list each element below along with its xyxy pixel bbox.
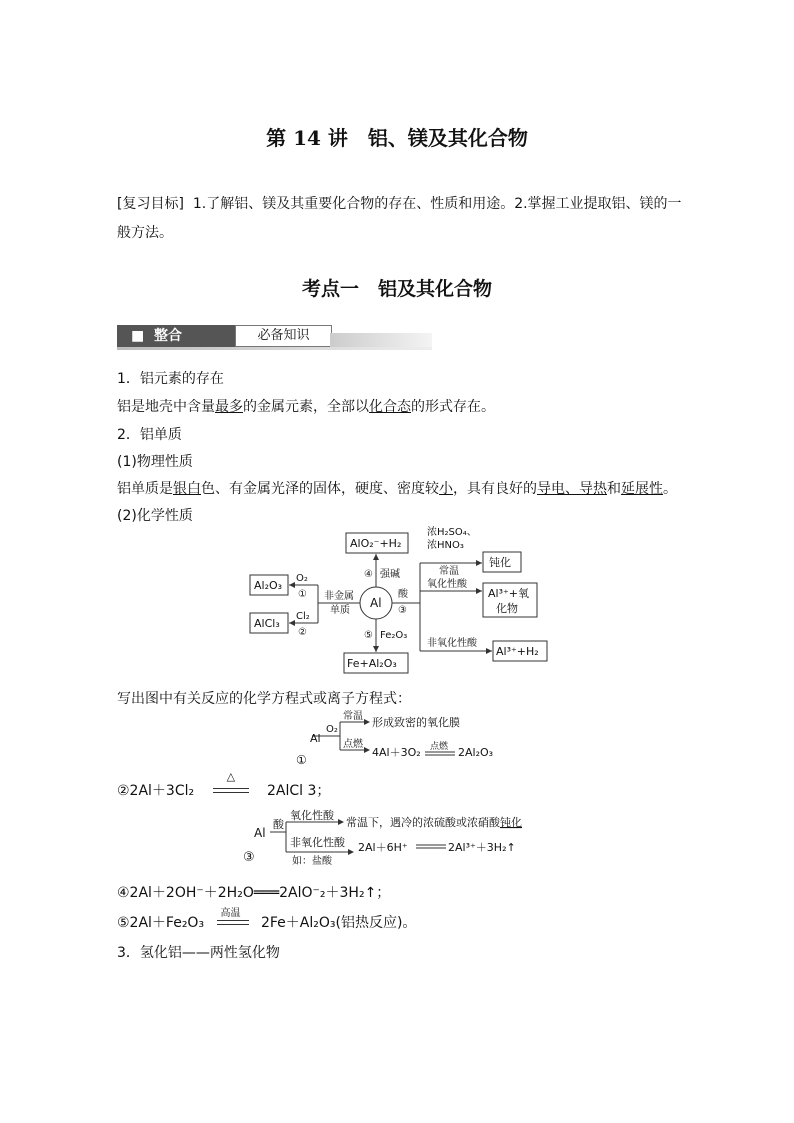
reaction-4: ④2Al＋2OH⁻＋2H₂O═══2AlO⁻₂＋3H₂↑； — [117, 885, 391, 901]
s1-c: 的金属元素，全部以 — [243, 399, 369, 415]
diagram-nonmetal1: 非金属 — [324, 591, 354, 602]
review-text-1: 1.了解铝、镁及其重要化合物的存在、性质和用途。2.掌握工业提取铝、镁的一 — [192, 196, 682, 212]
r3-al: Al — [254, 826, 266, 840]
r3-ox-result-a-text: 常温下，遇冷的浓硫酸或浓硝酸 — [346, 816, 500, 829]
reaction-2 — [117, 770, 331, 800]
diagram-acid: 酸 — [398, 589, 408, 600]
diagram-o2: O₂ — [296, 573, 308, 584]
banner-right: 必备知识 — [235, 325, 332, 347]
r1-eq-left: 4Al＋3O₂ — [372, 746, 421, 759]
r3-eq-right: 2Al³⁺＋3H₂↑ — [448, 841, 516, 854]
s1-text — [117, 396, 495, 416]
phys-k: 。 — [663, 481, 677, 497]
review-tag: [复习目标] — [117, 196, 184, 212]
phys-a: 铝单质是 — [117, 481, 173, 497]
phys-c: 色、有金属光泽的固体，硬度、密度较 — [201, 481, 439, 497]
r3-ox-result-b: 钝化 — [500, 816, 522, 829]
section-banner — [117, 325, 432, 347]
diagram-n2: ② — [298, 627, 307, 638]
phys-d: 小 — [439, 481, 453, 497]
s1-d: 化合态 — [369, 399, 411, 415]
banner-gradient — [330, 333, 432, 347]
banner-underline — [117, 347, 432, 350]
diagram-fe-al2o3: Fe+Al₂O₃ — [347, 657, 397, 670]
phys-e: ，具有良好的 — [453, 481, 537, 497]
reaction-1 — [290, 710, 510, 766]
diagram-conc1: 浓H₂SO₄、 — [427, 527, 477, 538]
diagram-fe2o3: Fe₂O₃ — [380, 630, 408, 641]
r3-eq-left: 2Al＋6H⁺ — [358, 841, 408, 854]
phys-text — [117, 478, 677, 498]
r1-al: Al — [310, 732, 321, 745]
diagram-n5: ⑤ — [364, 630, 373, 641]
r2-equals-sign — [213, 770, 249, 798]
reaction-5 — [117, 908, 417, 932]
r5-left: ⑤2Al＋Fe₂O₃ — [117, 915, 205, 931]
r1-cond-bottom: 点燃 — [343, 739, 363, 750]
phys-j: 延展性 — [621, 481, 663, 497]
r1-eq-right: 2Al₂O₃ — [458, 746, 494, 759]
diagram-center: Al — [370, 596, 382, 610]
r3-ox: 氧化性酸 — [290, 809, 334, 822]
r1-cond-top: 常温 — [343, 711, 363, 722]
s3-heading: 3．氢化铝——两性氢化物 — [117, 945, 280, 961]
r5-equals-sign — [217, 908, 249, 930]
s1-e: 的形式存在。 — [411, 399, 495, 415]
page-title: 第 14 讲 铝、镁及其化合物 — [266, 126, 528, 150]
s1-b: 最多 — [215, 399, 243, 415]
r1-result-top: 形成致密的氧化膜 — [372, 716, 460, 729]
r3-nonox: 非氧化性酸 — [290, 836, 345, 849]
diagram-al3-ox2: 化物 — [496, 602, 518, 615]
r3-example: 如：盐酸 — [292, 856, 332, 867]
r1-o2: O₂ — [326, 724, 338, 735]
chem-heading: (2)化学性质 — [117, 508, 193, 524]
r5-right: 2Fe＋Al₂O₃(铝热反应)。 — [260, 915, 417, 931]
r2-right: 2AlCl 3； — [267, 783, 331, 799]
r3-acid: 酸 — [273, 818, 284, 831]
review-text-2: 般方法。 — [117, 225, 173, 241]
phys-heading: (1)物理性质 — [117, 454, 193, 470]
r1-num: ① — [296, 753, 307, 766]
diagram-alcl3: AlCl₃ — [254, 617, 280, 630]
diagram-al3-ox1: Al³⁺+氧 — [488, 587, 530, 600]
banner-left: ■ 整合 — [117, 325, 235, 347]
diagram-nonmetal2: 单质 — [330, 605, 350, 616]
review-line-1 — [117, 193, 682, 213]
diagram-n3: ③ — [398, 605, 407, 616]
diagram-passivate: 钝化 — [489, 556, 511, 569]
diagram-alo2: AlO₂⁻+H₂ — [350, 537, 402, 550]
phys-i: 和 — [607, 481, 621, 497]
reaction-3 — [240, 808, 570, 868]
diagram-room-temp: 常温 — [439, 566, 459, 577]
s2-heading: 2．铝单质 — [117, 427, 182, 443]
diagram-cl2: Cl₂ — [296, 611, 310, 622]
diagram-conc2: 浓HNO₃ — [427, 540, 464, 551]
diagram-strong-base: 强碱 — [380, 569, 400, 580]
r5-cond: 高温 — [220, 908, 241, 919]
diagram-al3-h2: Al³⁺+H₂ — [496, 645, 539, 658]
r3-ox-result-a — [346, 815, 522, 829]
diagram-nonox-acid: 非氧化性酸 — [427, 638, 477, 649]
diagram-n4: ④ — [364, 569, 373, 580]
s1-a: 铝是地壳中含量 — [117, 399, 215, 415]
prompt-text: 写出图中有关反应的化学方程式或离子方程式： — [117, 691, 411, 707]
r3-num: ③ — [243, 850, 255, 865]
diagram-al2o3: Al₂O₃ — [254, 579, 283, 592]
phys-f: 导电 — [537, 481, 565, 497]
aluminum-reaction-diagram — [240, 525, 560, 675]
banner-left-label: 整合 — [153, 328, 182, 344]
phys-b: 银白 — [173, 481, 201, 497]
diagram-n1: ① — [298, 589, 307, 600]
s1-heading: 1．铝元素的存在 — [117, 371, 224, 387]
phys-h: 导热 — [579, 481, 607, 497]
r2-cond: △ — [226, 770, 236, 783]
r2-left: ②2Al＋3Cl₂ — [117, 783, 195, 799]
section-title: 考点一 铝及其化合物 — [301, 278, 492, 300]
diagram-ox-acid: 氧化性酸 — [427, 579, 467, 590]
phys-g: 、 — [565, 481, 579, 497]
r1-eq-cond: 点燃 — [430, 742, 449, 752]
